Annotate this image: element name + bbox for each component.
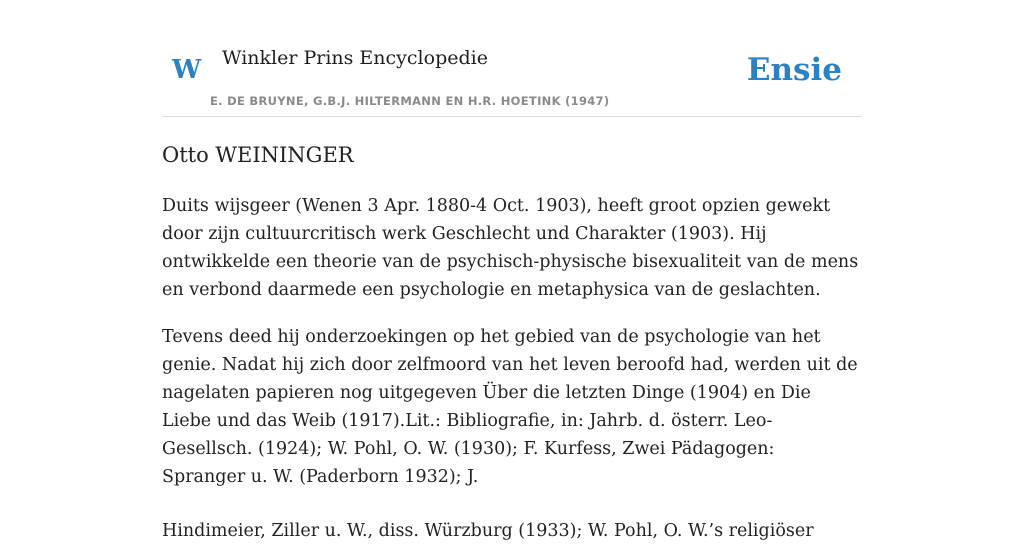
publication-title[interactable]: Winkler Prins Encyclopedie <box>222 47 488 69</box>
article-paragraph: Tevens deed hij onderzoekingen op het gebied van de psychologie van het genie. Nadat hij zich door zelfmoord van het leven beroofd had, werden uit de nagelaten papieren nog uitgegeven Über die letzten Dinge (1904) en Die Liebe und das Weib (1917).Lit.: Bibliografie, in: Jahrb. d. österr. Leo-Gesellsch. (1924); W. Pohl, O. W. (1930); F. Kurfess, Zwei Pädagogen: Spranger u. W. (Paderborn 1932); J. <box>162 327 858 487</box>
publication-authors: E. DE BRUYNE, G.B.J. HILTERMANN EN H.R. HOETINK (1947) <box>210 94 610 108</box>
article-body <box>162 192 862 545</box>
site-header <box>162 40 862 117</box>
ensie-brand-logo[interactable]: Ensie <box>746 52 842 88</box>
article-title: Otto WEININGER <box>162 143 354 167</box>
winkler-prins-logo[interactable]: W <box>172 55 202 85</box>
article-paragraph: Duits wijsgeer (Wenen 3 Apr. 1880-4 Oct. 1903), heeft groot opzien gewekt door zijn cultuurcritisch werk Geschlecht und Charakter (1903). Hij ontwikkelde een theorie van de psychisch-physische bisexualiteit van de mens en verbond daarmede een psychologie en metaphysica van de geslachten. <box>162 196 859 300</box>
article-paragraph: Hindimeier, Ziller u. W., diss. Würzburg (1933); W. Pohl, O. W.’s religiöser <box>162 521 814 541</box>
